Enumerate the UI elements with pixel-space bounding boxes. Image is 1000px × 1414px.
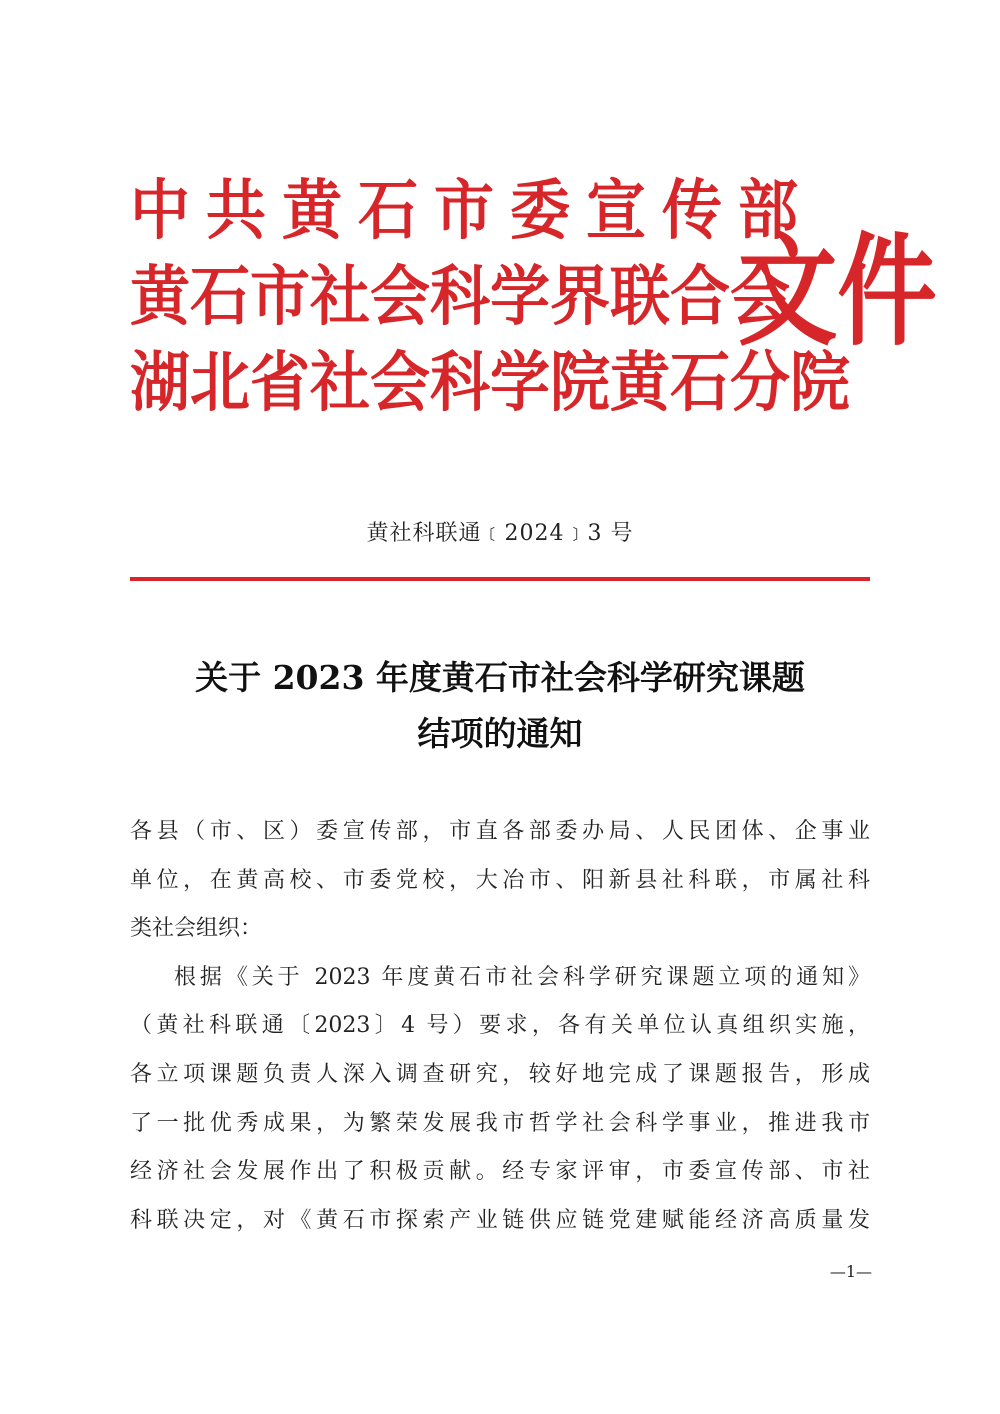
issuer-line: 黄石市社会科学界联合会 xyxy=(130,259,790,335)
title-line: 关于 2023 年度黄石市社会科学研究课题 xyxy=(195,658,805,697)
document-header xyxy=(130,168,937,438)
notice-body xyxy=(130,808,870,1245)
paragraph-line: 科联决定，对《黄石市探索产业链供应链党建赋能经济高质量发 xyxy=(130,1207,870,1233)
addressee-line: 单位，在黄高校、市委党校，大冶市、阳新县社科联，市属社科 xyxy=(130,867,870,893)
red-divider-line xyxy=(130,577,870,581)
paragraph-line: 各立项课题负责人深入调查研究，较好地完成了课题报告，形成 xyxy=(130,1061,870,1087)
paragraph-line: （黄社科联通〔2023〕4 号）要求，各有关单位认真组织实施， xyxy=(130,1013,870,1039)
document-number: 黄社科联通﹝2024﹞3 号 xyxy=(366,521,634,546)
addressee-line: 各县（市、区）委宣传部，市直各部委办局、人民团体、企事业 xyxy=(130,819,870,844)
issuer-line: 中共黄石市委宣传部 xyxy=(130,173,814,249)
paragraph-line: 根据《关于 2023 年度黄石市社会科学研究课题立项的通知》 xyxy=(174,964,870,990)
paragraph-line: 经济社会发展作出了积极贡献。经专家评审，市委宣传部、市社 xyxy=(130,1159,870,1185)
document-kind-label: 文件 xyxy=(738,222,937,363)
paragraph-line: 了一批优秀成果，为繁荣发展我市哲学社会科学事业，推进我市 xyxy=(130,1110,870,1136)
issuer-line: 湖北省社会科学院黄石分院 xyxy=(130,345,850,421)
title-line: 结项的通知 xyxy=(417,714,583,753)
addressee-line: 类社会组织： xyxy=(130,916,263,942)
notice-title xyxy=(0,650,1000,762)
page-number: —1— xyxy=(829,1262,872,1281)
